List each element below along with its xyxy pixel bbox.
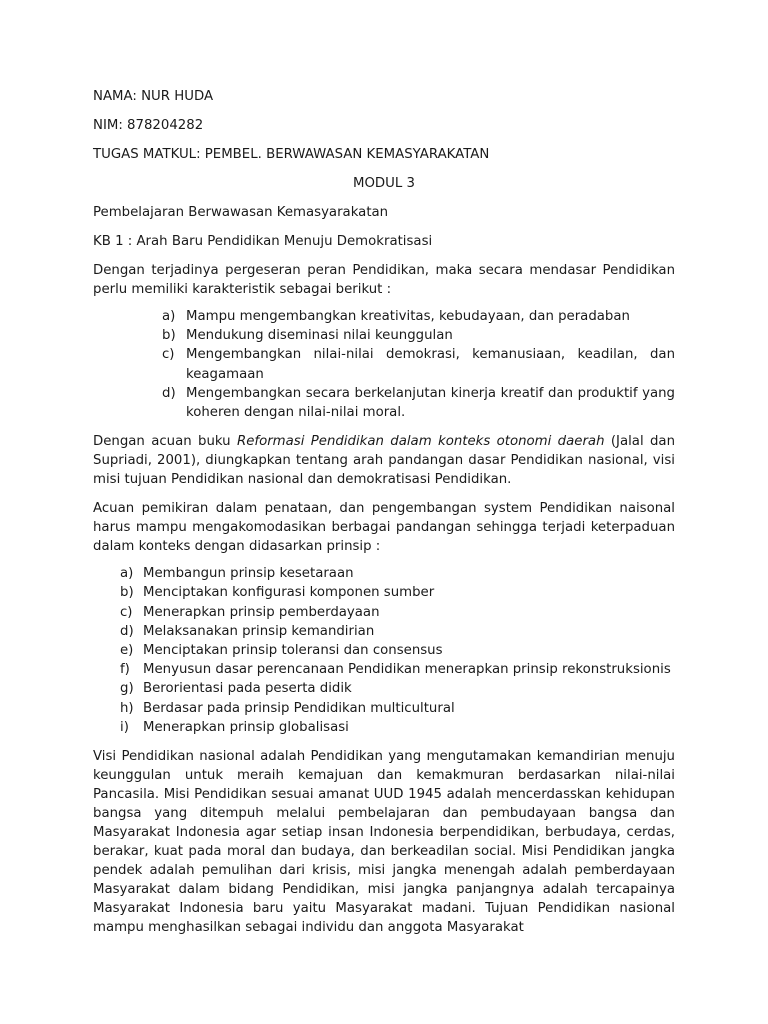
list-item-text: Membangun prinsip kesetaraan [143, 566, 354, 582]
list-item [93, 718, 675, 737]
reference-paragraph [93, 432, 675, 489]
list-item [93, 641, 675, 660]
list-item [93, 679, 675, 698]
list-item-text: Mengembangkan nilai-nilai demokrasi, kemanusiaan, keadilan, dan keagamaan [186, 347, 675, 382]
list-marker: c) [120, 604, 133, 620]
list-marker: i) [120, 719, 129, 735]
characteristics-list [93, 307, 675, 422]
list-marker: b) [120, 585, 134, 601]
list-item [93, 564, 675, 583]
list-marker: h) [120, 700, 134, 716]
list-marker: a) [120, 566, 134, 582]
reference-text-before: Dengan acuan buku [93, 434, 237, 450]
list-marker: e) [120, 643, 134, 659]
list-item-text: Menerapkan prinsip globalisasi [143, 719, 349, 735]
list-item-text: Berorientasi pada peserta didik [143, 681, 352, 697]
list-item-text: Menerapkan prinsip pemberdayaan [143, 604, 380, 620]
list-item-text: Berdasar pada prinsip Pendidikan multicultural [143, 700, 455, 716]
principles-intro-paragraph: Acuan pemikiran dalam penataan, dan pengembangan system Pendidikan naisonal harus mampu mengakomodasikan berbagai pandangan sehingga terjadi keterpaduan dalam konteks dengan didasarkan prinsip : [93, 501, 675, 555]
subtitle: Pembelajaran Berwawasan Kemasyarakatan [93, 205, 389, 220]
list-item-text: Mampu mengembangkan kreativitas, kebudayaan, dan peradaban [186, 309, 630, 324]
module-heading: MODUL 3 [352, 176, 415, 191]
list-item [93, 660, 675, 679]
list-item [93, 603, 675, 622]
list-item [93, 345, 675, 383]
list-item-text: Menciptakan konfigurasi komponen sumber [143, 585, 435, 601]
list-item [93, 622, 675, 641]
vision-mission-paragraph: Visi Pendidikan nasional adalah Pendidikan yang mengutamakan kemandirian menuju keunggulan untuk meraih kemajuan dan kemakmuran berdasarkan nilai-nilai Pancasila. Misi Pendidikan sesuai amanat UUD 1945 adalah mencerdasskan kehidupan bangsa yang ditempuh melalui pembelajaran dan pembudayaan bangsa dan Masyarakat Indonesia agar setiap insan Indonesia berpendidikan, berbudaya, cerdas, berakar, kuat pada moral dan budaya, dan berkeadilan social. Misi Pendidikan jangka pendek adalah pemulihan dari krisis, misi jangka menengah adalah pemberdayaan Masyarakat dalam bidang Pendidikan, misi jangka panjangnya adalah tercapainya Masyarakat Indonesia baru yaitu Masyarakat madani. Tujuan Pendidikan nasional mampu menghasilkan sebagai individu dan anggota Masyarakat [93, 749, 675, 936]
list-item-text: Menciptakan prinsip toleransi dan consensus [143, 643, 443, 659]
student-nim: NIM: 878204282 [93, 118, 204, 133]
list-marker: d) [120, 623, 134, 639]
intro-paragraph: Dengan terjadinya pergeseran peran Pendidikan, maka secara mendasar Pendidikan perlu memiliki karakteristik sebagai berikut : [93, 263, 675, 297]
list-item [93, 326, 675, 345]
reference-text-after: (Jalal dan Supriadi, 2001), diungkapkan tentang arah pandangan dasar Pendidikan nasional, visi misi tujuan Pendidikan nasional dan demokratisasi Pendidikan. [93, 434, 676, 488]
list-marker: d) [162, 385, 176, 401]
student-name: NAMA: NUR HUDA [93, 89, 214, 104]
list-item [93, 583, 675, 602]
list-item-text: Mendukung diseminasi nilai keunggulan [186, 328, 453, 344]
list-marker: g) [120, 681, 134, 697]
list-item [93, 699, 675, 718]
list-item-text: Melaksanakan prinsip kemandirian [143, 623, 375, 639]
principles-list [93, 564, 675, 737]
list-marker: b) [162, 328, 176, 344]
list-marker: f) [120, 662, 130, 678]
list-marker: a) [162, 309, 176, 324]
document-page [93, 87, 675, 947]
list-marker: c) [162, 347, 175, 363]
list-item [93, 384, 675, 422]
assignment-title: TUGAS MATKUL: PEMBEL. BERWAWASAN KEMASYARAKATAN [93, 147, 490, 162]
list-item-text: Mengembangkan secara berkelanjutan kinerja kreatif dan produktif yang koheren dengan nilai-nilai moral. [186, 385, 675, 421]
list-item [93, 307, 675, 326]
kb-heading: KB 1 : Arah Baru Pendidikan Menuju Demokratisasi [93, 234, 433, 249]
book-title: Reformasi Pendidikan dalam konteks otonomi daerah [236, 434, 605, 450]
list-item-text: Menyusun dasar perencanaan Pendidikan menerapkan prinsip rekonstruksionis [143, 662, 671, 678]
